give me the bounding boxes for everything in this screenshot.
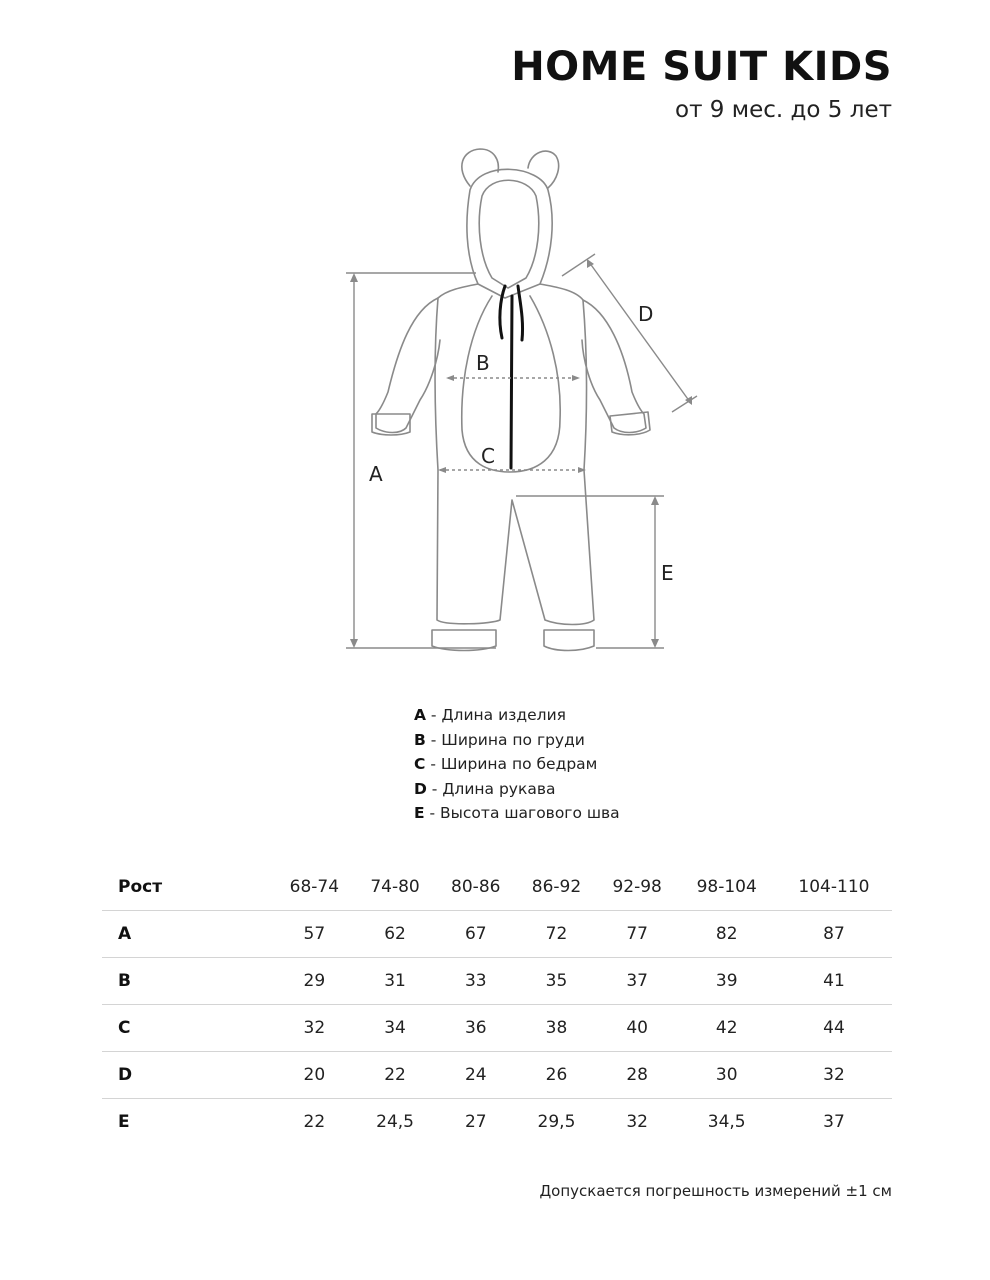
left-sleeve-outline [376, 298, 440, 433]
diagram-label-e: E [661, 561, 674, 585]
arrow-e-top [651, 496, 659, 505]
size-header: 86-92 [531, 877, 582, 897]
arrow-e-bottom [651, 639, 659, 648]
table-cell: 44 [776, 1005, 892, 1052]
size-header: 104-110 [798, 877, 870, 897]
measure-d-line [589, 262, 690, 402]
table-cell: 62 [355, 911, 436, 958]
size-table-header [102, 864, 892, 911]
table-cell: 33 [435, 958, 516, 1005]
diagram-label-c: C [481, 444, 495, 468]
table-cell: 32 [776, 1052, 892, 1099]
left-ear-outline [462, 149, 499, 186]
hood-inner-outline [479, 180, 539, 288]
table-cell: 22 [274, 1099, 355, 1146]
size-header: 98-104 [696, 877, 757, 897]
legend-item-c: C - Ширина по бедрам [414, 755, 598, 773]
table-row [102, 1005, 892, 1052]
table-cell: 26 [516, 1052, 597, 1099]
arrow-b-left [446, 375, 454, 381]
diagram-label-b: B [476, 351, 490, 375]
row-label: D [102, 1052, 274, 1099]
table-cell: 36 [435, 1005, 516, 1052]
size-header: 92-98 [612, 877, 662, 897]
measurement-tolerance-note: Допускается погрешность измерений ±1 см [539, 1182, 892, 1200]
age-range-subtitle: от 9 мес. до 5 лет [675, 97, 892, 123]
legend-item-e: E - Высота шагового шва [414, 804, 620, 822]
arrow-c-left [438, 467, 446, 473]
table-cell: 42 [678, 1005, 776, 1052]
diagram-label-d: D [638, 302, 654, 326]
table-cell: 34,5 [678, 1099, 776, 1146]
table-cell: 41 [776, 958, 892, 1005]
table-cell: 27 [435, 1099, 516, 1146]
size-header: 68-74 [289, 877, 340, 897]
table-cell: 57 [274, 911, 355, 958]
size-table [102, 864, 892, 1145]
table-cell: 82 [678, 911, 776, 958]
table-cell: 37 [776, 1099, 892, 1146]
table-cell: 40 [597, 1005, 678, 1052]
body-outline [435, 284, 594, 625]
row-label: E [102, 1099, 274, 1146]
table-cell: 37 [597, 958, 678, 1005]
table-cell: 32 [597, 1099, 678, 1146]
measure-d-bottom-line [672, 396, 697, 412]
height-header: Рост [118, 877, 163, 897]
table-cell: 72 [516, 911, 597, 958]
drawstring-left [500, 286, 505, 338]
table-row [102, 1099, 892, 1146]
table-cell: 30 [678, 1052, 776, 1099]
right-leg-cuff-outline [544, 630, 594, 651]
table-cell: 32 [274, 1005, 355, 1052]
zipper-line [511, 296, 512, 468]
arrow-a-top [350, 273, 358, 282]
size-header: 74-80 [370, 877, 420, 897]
drawstring-right [518, 286, 523, 340]
table-cell: 31 [355, 958, 436, 1005]
table-row [102, 911, 892, 958]
table-cell: 29 [274, 958, 355, 1005]
page-title: HOME SUIT KIDS [511, 44, 892, 90]
table-cell: 24 [435, 1052, 516, 1099]
table-cell: 87 [776, 911, 892, 958]
measurement-legend [414, 703, 620, 826]
legend-item-d: D - Длина рукава [414, 779, 556, 798]
table-row [102, 958, 892, 1005]
table-cell: 24,5 [355, 1099, 436, 1146]
row-label: A [102, 911, 274, 958]
table-cell: 29,5 [516, 1099, 597, 1146]
arrow-a-bottom [350, 639, 358, 648]
table-cell: 67 [435, 911, 516, 958]
legend-item-b: B - Ширина по груди [414, 730, 585, 749]
table-cell: 22 [355, 1052, 436, 1099]
table-cell: 28 [597, 1052, 678, 1099]
row-label: B [102, 958, 274, 1005]
legend-item-a: A - Длина изделия [414, 706, 566, 724]
table-row [102, 1052, 892, 1099]
arrow-b-right [572, 375, 580, 381]
size-header: 80-86 [451, 877, 501, 897]
diagram-label-a: A [369, 462, 383, 486]
table-cell: 35 [516, 958, 597, 1005]
table-cell: 20 [274, 1052, 355, 1099]
table-cell: 39 [678, 958, 776, 1005]
table-cell: 38 [516, 1005, 597, 1052]
row-label: C [102, 1005, 274, 1052]
table-cell: 77 [597, 911, 678, 958]
table-cell: 34 [355, 1005, 436, 1052]
